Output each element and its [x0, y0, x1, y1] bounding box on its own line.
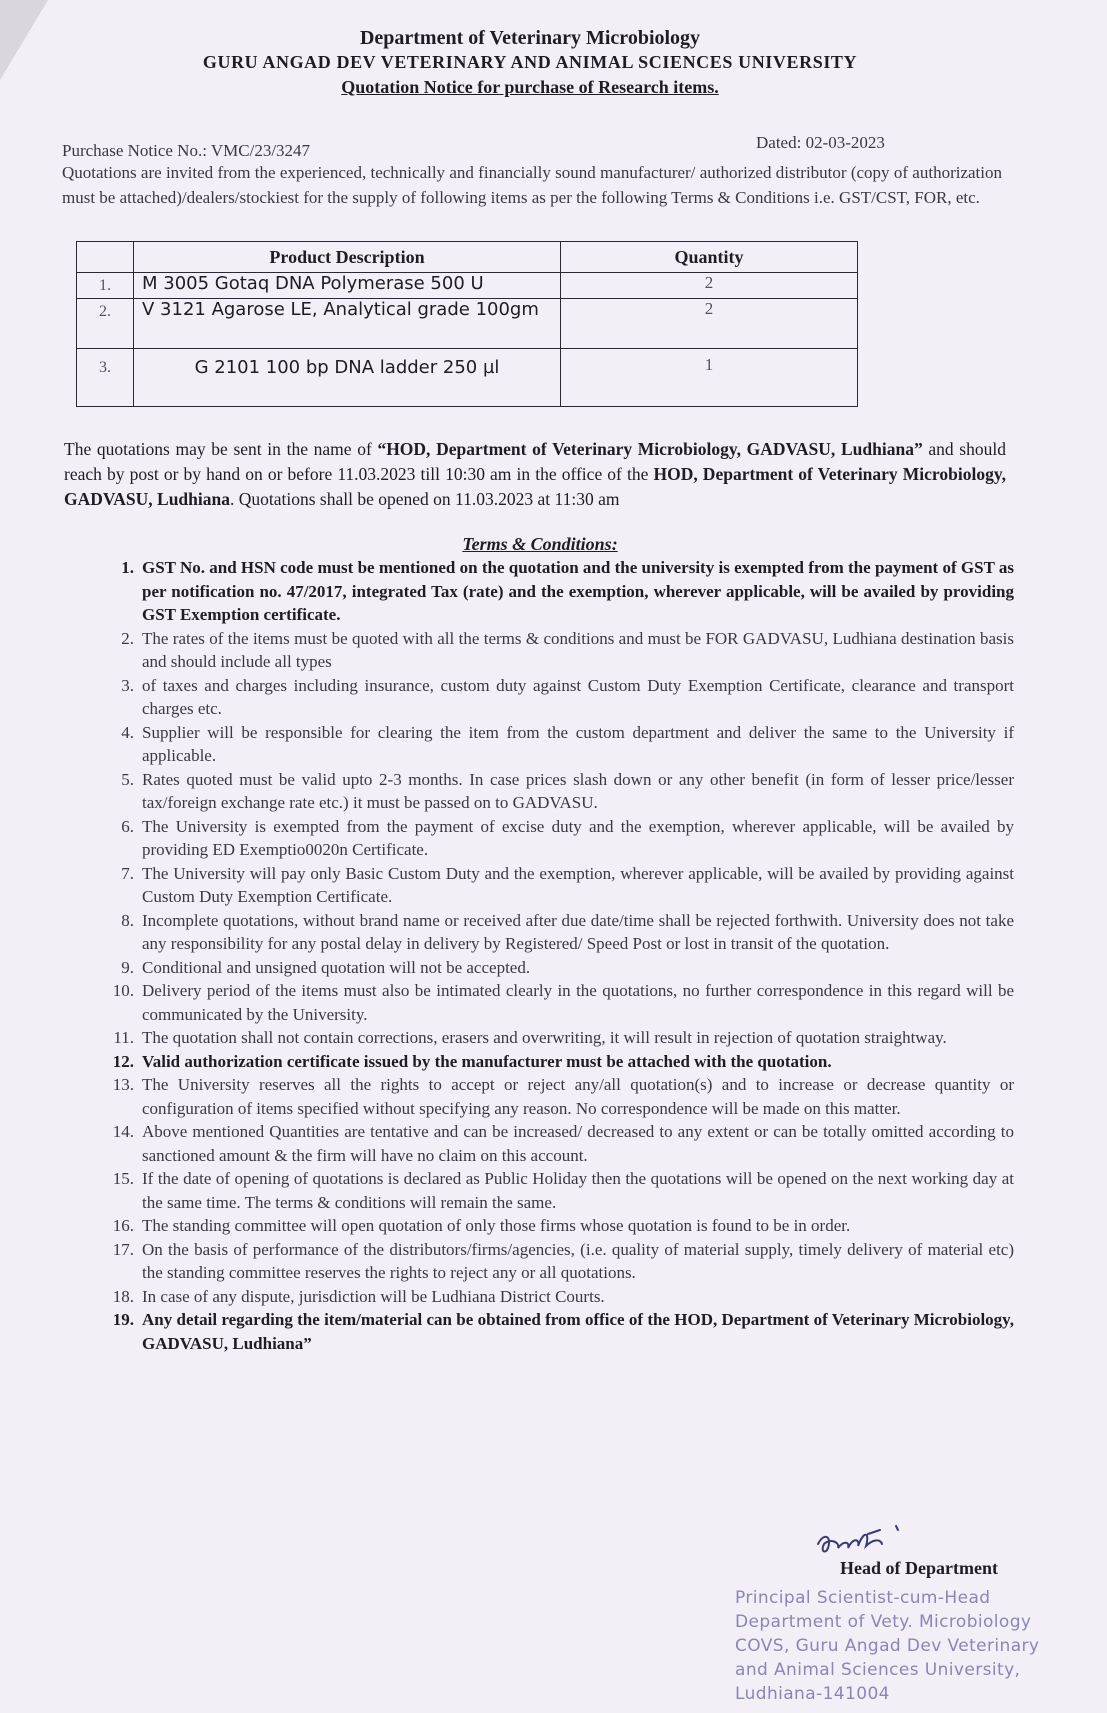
term-item — [92, 1120, 1014, 1167]
term-number: 9. — [121, 957, 134, 977]
row-description: M 3005 Gotaq DNA Polymerase 500 U — [134, 273, 561, 299]
term-item — [92, 768, 1014, 815]
term-text: The University reserves all the rights to accept or reject any/all quotation(s) and to increase or decrease quantity or configuration of items specified without specifying any reason. No correspondence will be made on this matter. — [142, 1075, 1014, 1118]
term-item — [92, 979, 1014, 1026]
paragraph-bold-office: HOD, Department of Veterinary Microbiology, GADVASU, Ludhiana — [64, 464, 1006, 509]
stamp-line: COVS, Guru Angad Dev Veterinary — [735, 1636, 1040, 1656]
term-item — [92, 1238, 1014, 1285]
row-serial: 2. — [77, 299, 134, 349]
term-text: The standing committee will open quotation of only those firms whose quotation is found to be in order. — [142, 1216, 851, 1235]
term-number: 1. — [121, 558, 134, 577]
term-text: Above mentioned Quantities are tentative and can be increased/ decreased to any extent or can be totally omitted according to sanctioned amount & the firm will have no claim on this account. — [142, 1122, 1014, 1165]
term-item — [92, 1050, 1014, 1074]
table-row — [77, 349, 858, 407]
stamp-line: Ludhiana-141004 — [735, 1684, 890, 1704]
row-description: V 3121 Agarose LE, Analytical grade 100gm — [134, 299, 561, 349]
notice-title: Quotation Notice for purchase of Research items. — [341, 77, 719, 97]
term-item — [92, 721, 1014, 768]
term-text: GST No. and HSN code must be mentioned on the quotation and the university is exempted from the payment of GST as per notification no. 47/2017, integrated Tax (rate) and the exemption, wherever applicable, will be availed by providing GST Exemption certificate. — [142, 558, 1014, 624]
term-number: 2. — [121, 628, 134, 648]
term-item — [92, 1285, 1014, 1309]
term-number: 8. — [121, 910, 134, 930]
term-item — [92, 556, 1014, 627]
row-quantity: 2 — [561, 299, 858, 349]
term-number: 15. — [112, 1169, 134, 1188]
term-text: The University will pay only Basic Custom Duty and the exemption, wherever applicable, will be availed by providing against Custom Duty Exemption Certificate. — [142, 863, 1014, 906]
term-text: The University is exempted from the payment of excise duty and the exemption, wherever applicable, will be availed by providing ED Exemptio0020n Certificate. — [142, 816, 1014, 859]
term-text: Rates quoted must be valid upto 2-3 months. In case prices slash down or any other benefit (in form of lesser price/lesser tax/foreign exchange rate etc.) it must be passed on to GADVASU. — [142, 769, 1014, 812]
term-text: Incomplete quotations, without brand name or received after due date/time shall be rejected forthwith. University does not take any responsibility for any postal delay in delivery by Registered/ Speed Post or lost in transit of the quotation. — [142, 910, 1014, 953]
stamp-line: Principal Scientist-cum-Head — [735, 1588, 991, 1608]
intro-paragraph: Quotations are invited from the experienced, technically and financially sound manufacturer/ authorized distributor (copy of authorization must be attached)/dealers/stockiest for the supply of following items as per the following Terms & Conditions i.e. GST/CST, FOR, etc. — [62, 163, 1002, 207]
submission-paragraph — [64, 437, 1006, 512]
term-number: 19. — [112, 1310, 134, 1329]
term-text: Valid authorization certificate issued by the manufacturer must be attached with the quotation. — [142, 1051, 832, 1071]
table-row — [77, 273, 858, 299]
term-text: Delivery period of the items must also be intimated clearly in the quotations, no further correspondence in this regard will be communicated by the University. — [142, 981, 1014, 1024]
paragraph-text: and should reach by post or by hand on or before 11.03.2023 till 10:30 am in the office of the — [64, 439, 1006, 484]
term-number: 4. — [121, 722, 134, 742]
row-description: G 2101 100 bp DNA ladder 250 µl — [134, 349, 561, 407]
term-number: 6. — [121, 816, 134, 836]
term-item — [92, 1308, 1014, 1355]
items-table — [76, 241, 858, 407]
terms-heading: Terms & Conditions: — [462, 534, 618, 554]
document-header — [0, 26, 1060, 100]
table-header-quantity: Quantity — [561, 242, 858, 273]
official-stamp — [735, 1586, 1095, 1706]
table-header-description: Product Description — [134, 242, 561, 273]
row-quantity: 1 — [561, 349, 858, 407]
signatory-title: Head of Department — [840, 1558, 998, 1578]
terms-list — [92, 556, 1014, 1355]
term-number: 11. — [113, 1028, 134, 1047]
term-item — [92, 674, 1014, 721]
term-text: The rates of the items must be quoted with all the terms & conditions and must be FOR GADVASU, Ludhiana destination basis and should include all types — [142, 628, 1014, 671]
term-item — [92, 1073, 1014, 1120]
term-number: 3. — [121, 675, 134, 695]
term-number: 12. — [112, 1051, 134, 1071]
table-row — [77, 299, 858, 349]
term-number: 17. — [112, 1239, 134, 1259]
table-header-sn — [77, 242, 134, 273]
term-text: In case of any dispute, jurisdiction will be Ludhiana District Courts. — [142, 1286, 605, 1306]
term-text: On the basis of performance of the distributors/firms/agencies, (i.e. quality of material supply, timely delivery of material etc) the standing committee reserves the rights to reject any or all quotations. — [142, 1239, 1014, 1282]
paragraph-bold-address: “HOD, Department of Veterinary Microbiology, GADVASU, Ludhiana” — [377, 439, 923, 459]
term-item — [92, 909, 1014, 956]
term-number: 16. — [112, 1216, 134, 1235]
term-number: 13. — [112, 1075, 134, 1094]
term-text: Any detail regarding the item/material can be obtained from office of the HOD, Department of Veterinary Microbiology, GADVASU, Ludhiana” — [142, 1310, 1014, 1353]
stamp-line: and Animal Sciences University, — [735, 1660, 1021, 1680]
term-item — [92, 1167, 1014, 1214]
term-text: of taxes and charges including insurance, custom duty against Custom Duty Exemption Certificate, clearance and transport charges etc. — [142, 675, 1014, 718]
university-title: GURU ANGAD DEV VETERINARY AND ANIMAL SCIENCES UNIVERSITY — [202, 52, 858, 72]
term-item — [92, 1026, 1014, 1050]
stamp-line: Department of Vety. Microbiology — [735, 1612, 1032, 1632]
term-number: 5. — [121, 769, 134, 789]
term-text: Conditional and unsigned quotation will not be accepted. — [142, 957, 531, 977]
term-number: 7. — [121, 863, 134, 883]
signature-mark — [810, 1522, 920, 1562]
term-text: The quotation shall not contain corrections, erasers and overwriting, it will result in rejection of quotation straightway. — [142, 1028, 947, 1047]
term-text: If the date of opening of quotations is declared as Public Holiday then the quotations will be opened on the next working day at the same time. The terms & conditions will remain the same. — [142, 1169, 1014, 1212]
term-number: 18. — [112, 1286, 134, 1306]
term-item — [92, 862, 1014, 909]
paragraph-text: . Quotations shall be opened on 11.03.2023 at 11:30 am — [230, 489, 620, 509]
notice-date: Dated: 02-03-2023 — [756, 133, 885, 152]
row-quantity: 2 — [561, 273, 858, 299]
table-header-row — [77, 242, 858, 273]
term-text: Supplier will be responsible for clearing the item from the custom department and deliver the same to the University if applicable. — [142, 722, 1014, 765]
term-item — [92, 815, 1014, 862]
term-number: 14. — [112, 1122, 134, 1141]
department-title: Department of Veterinary Microbiology — [359, 27, 701, 49]
row-serial: 3. — [77, 349, 134, 407]
term-item — [92, 1214, 1014, 1238]
row-serial: 1. — [77, 273, 134, 299]
term-item — [92, 627, 1014, 674]
paragraph-text: The quotations may be sent in the name of — [64, 439, 378, 459]
term-item — [92, 956, 1014, 980]
purchase-notice-number: Purchase Notice No.: VMC/23/3247 — [62, 141, 311, 160]
term-number: 10. — [112, 981, 134, 1000]
